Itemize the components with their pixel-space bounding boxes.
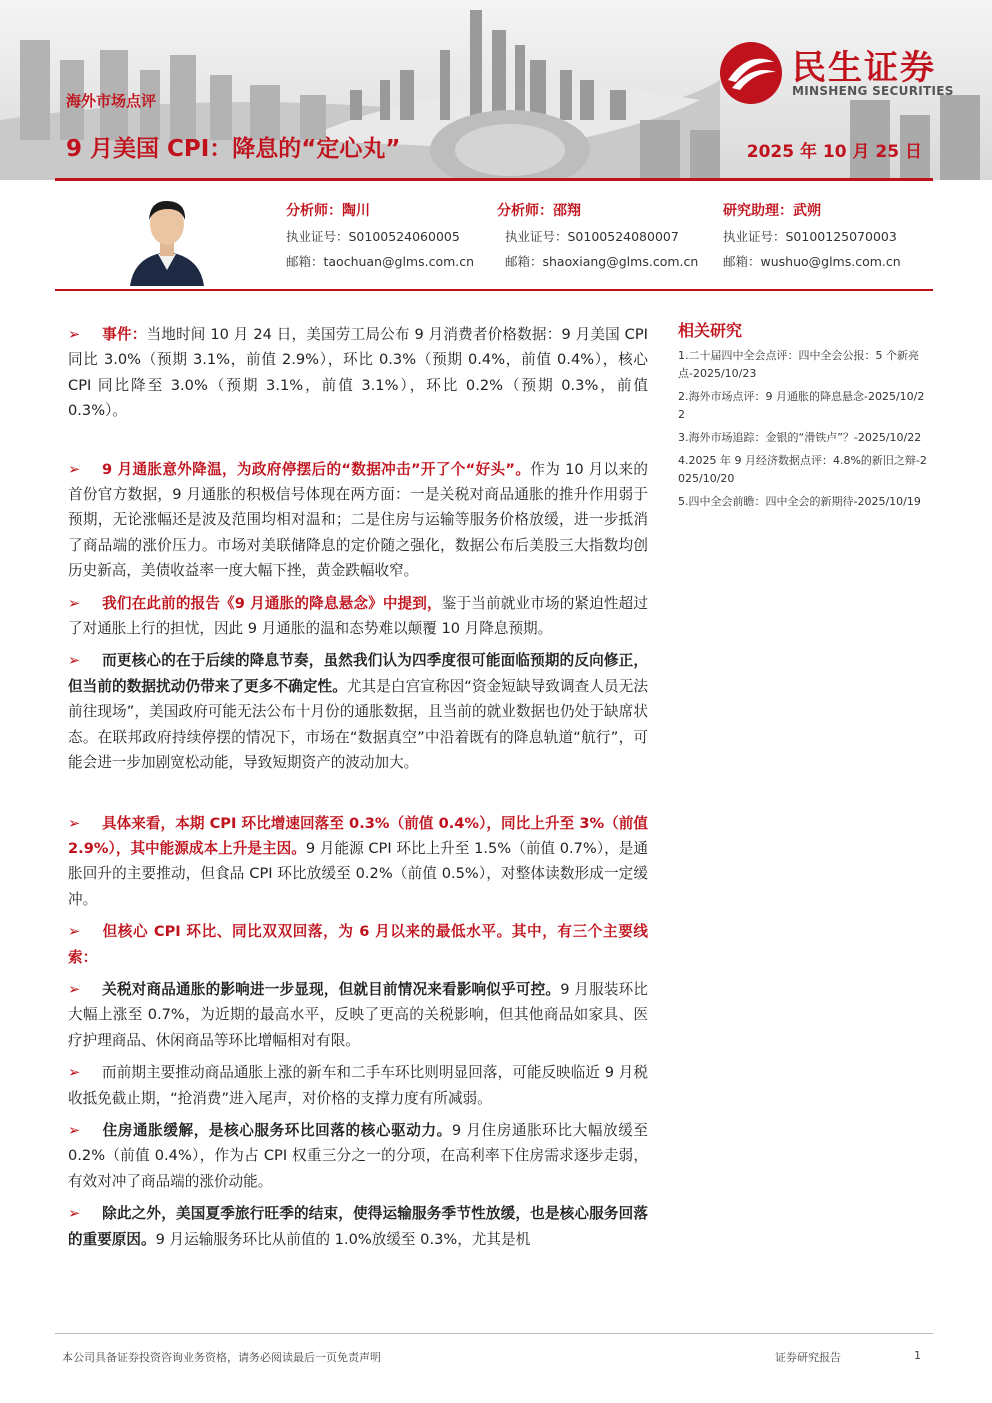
- related-research-link[interactable]: 2.海外市场点评：9 月通胀的降息悬念-2025/10/22: [678, 390, 925, 421]
- main-content: [68, 322, 648, 1259]
- minsheng-logo-icon: [718, 40, 784, 106]
- logo-text-en: MINSHENG SECURITIES: [792, 84, 954, 98]
- analyst-license: 执业证号：S0100524060005: [286, 229, 460, 244]
- paragraph-lead: 除此之外，美国夏季旅行旺季的结束，使得运输服务季节性放缓，也是核心服务回落的重要原因。: [68, 1205, 648, 1248]
- bullet-arrow-icon: ➢: [68, 594, 81, 612]
- header-banner: [0, 0, 992, 180]
- bullet-arrow-icon: ➢: [68, 1121, 81, 1139]
- paragraph-text: 作为 10 月以来的首份官方数据，9 月通胀的积极信号体现在两方面：一是关税对商品通胀的推升作用弱于预期，无论涨幅还是波及范围均相对温和；二是住房与运输等服务价格放缓，进一步抵消了商品端的涨价压力。市场对美联储降息的定价随之强化，数据公布后美股三大指数均创历史新高，美债收益率一度大幅下挫，黄金跌幅收窄。: [68, 460, 648, 580]
- analyst-email[interactable]: 邮箱：wushuo@glms.com.cn: [723, 254, 901, 269]
- bullet-arrow-icon: ➢: [68, 326, 81, 343]
- analyst-block-1: [286, 200, 474, 274]
- bullet-arrow-icon: ➢: [68, 460, 81, 478]
- bullet-arrow-icon: ➢: [68, 814, 81, 832]
- paragraph-text: 9 月能源 CPI 环比上升至 1.5%（前值 0.7%），是通胀回升的主要推动，但食品 CPI 环比放缓至 0.2%（前值 0.5%），对整体读数形成一定缓冲。: [68, 839, 648, 908]
- analyst-license: 执业证号：S0100524080007: [505, 229, 679, 244]
- related-research-sidebar: [678, 318, 928, 516]
- paragraph-lead: 而更核心的在于后续的降息节奏，虽然我们认为四季度很可能面临预期的反向修正，但当前的数据扰动仍带来了更多不确定性。: [68, 652, 648, 695]
- paragraph-text: 尤其是白宫宣称因“资金短缺导致调查人员无法前往现场”，美国政府可能无法公布十月份的通胀数据，且当前的就业数据也仍处于缺席状态。在联邦政府持续停摆的情况下，市场在“数据真空”中沿着既有的降息轨道“航行”，可能会进一步加剧宽松动能，导致短期资产的波动加大。: [68, 677, 648, 772]
- related-research-link[interactable]: 1.二十届四中全会点评：四中全会公报：5 个新亮点-2025/10/23: [678, 349, 919, 380]
- body-paragraph: [68, 591, 648, 642]
- section-divider: [55, 289, 933, 291]
- paragraph-text: 9 月服装环比大幅上涨至 0.7%，为近期的最高水平，反映了更高的关税影响，但其他商品如家具、医疗护理商品、休闲商品等环比增幅相对有限。: [68, 980, 648, 1049]
- bullet-arrow-icon: ➢: [68, 1064, 81, 1082]
- related-research-link[interactable]: 4.2025 年 9 月经济数据点评：4.8%的新旧之辩-2025/10/20: [678, 454, 927, 485]
- paragraph-text: 9 月运输服务环比从前值的 1.0%放缓至 0.3%，尤其是机: [155, 1230, 531, 1248]
- analyst-email[interactable]: 邮箱：shaoxiang@glms.com.cn: [505, 254, 699, 269]
- minsheng-logo: [718, 40, 968, 110]
- paragraph-lead: 具体来看，本期 CPI 环比增速回落至 0.3%（前值 0.4%），同比上升至 3%（前值 2.9%），其中能源成本上升是主因。: [68, 814, 648, 857]
- analyst-photo: [126, 190, 208, 286]
- footer-doc-type: 证券研究报告: [775, 1351, 841, 1364]
- footer-divider: [55, 1333, 933, 1334]
- page-number: 1: [914, 1349, 921, 1362]
- body-paragraph: [68, 457, 648, 584]
- related-research-link[interactable]: 3.海外市场追踪：金银的“滑铁卢”？-2025/10/22: [678, 431, 922, 444]
- sidebar-title: 相关研究: [678, 321, 743, 340]
- bullet-arrow-icon: ➢: [68, 652, 81, 670]
- body-paragraph: [68, 1201, 648, 1252]
- body-paragraph: [68, 322, 648, 424]
- bullet-arrow-icon: ➢: [68, 923, 81, 941]
- analyst-license: 执业证号：S0100125070003: [723, 229, 897, 244]
- body-paragraph: [68, 648, 648, 775]
- paragraph-text: 而前期主要推动商品通胀上涨的新车和二手车环比则明显回落，可能反映临近 9 月税收抵免截止期，“抢消费”进入尾声，对价格的支撑力度有所减弱。: [68, 1064, 648, 1107]
- body-paragraph: [68, 977, 648, 1053]
- header-divider: [55, 178, 933, 181]
- paragraph-lead: 我们在此前的报告《9 月通胀的降息悬念》中提到，: [102, 594, 442, 612]
- paragraph-lead: 事件：: [102, 326, 147, 343]
- analyst-name: 分析师：陶川: [286, 203, 370, 219]
- analyst-email[interactable]: 邮箱：taochuan@glms.com.cn: [286, 254, 475, 269]
- report-type: 海外市场点评: [66, 92, 157, 110]
- body-paragraph: [68, 1118, 648, 1194]
- analyst-name: 研究助理：武朔: [723, 203, 821, 219]
- body-paragraph: [68, 1060, 648, 1111]
- paragraph-lead: 9 月通胀意外降温，为政府停摆后的“数据冲击”开了个“好头”。: [102, 460, 531, 478]
- bullet-arrow-icon: ➢: [68, 1205, 81, 1223]
- paragraph-lead: 住房通胀缓解，是核心服务环比回落的核心驱动力。: [102, 1121, 452, 1139]
- paragraph-text: 9 月住房通胀环比大幅放缓至 0.2%（前值 0.4%），作为占 CPI 权重三分之一的分项，在高利率下住房需求逐步走弱，有效对冲了商品端的涨价动能。: [68, 1121, 648, 1190]
- paragraph-text: 鉴于当前就业市场的紧迫性超过了对通胀上行的担忧，因此 9 月通胀的温和态势难以颠覆 10 月降息预期。: [68, 594, 648, 638]
- paragraph-lead: 关税对商品通胀的影响进一步显现，但就目前情况来看影响似乎可控。: [102, 980, 561, 998]
- analyst-block-2: [497, 200, 699, 274]
- bullet-arrow-icon: ➢: [68, 980, 81, 998]
- analyst-block-3: [723, 200, 901, 274]
- logo-text-cn: 民生证券: [792, 48, 936, 88]
- report-date: 2025 年 10 月 25 日: [746, 142, 922, 162]
- related-research-link[interactable]: 5.四中全会前瞻：四中全会的新期待-2025/10/19: [678, 495, 921, 508]
- analyst-name: 分析师：邵翔: [497, 203, 581, 219]
- paragraph-lead: 但核心 CPI 环比、同比双双回落，为 6 月以来的最低水平。其中，有三个主要线索：: [68, 923, 648, 966]
- body-paragraph: [68, 919, 648, 970]
- body-paragraph: [68, 811, 648, 913]
- footer-disclaimer: 本公司具备证券投资咨询业务资格，请务必阅读最后一页免责声明: [62, 1351, 381, 1364]
- paragraph-text: 当地时间 10 月 24 日，美国劳工局公布 9 月消费者价格数据：9 月美国 CPI 同比 3.0%（预期 3.1%，前值 2.9%），环比 0.3%（预期 0.4%，前值 0.4%），核心 CPI 同比降至 3.0%（预期 3.1%，前值 3.1%），环比 0.2%（预期 0.3%，前值 0.3%）。: [68, 326, 648, 420]
- report-title: 9 月美国 CPI：降息的“定心丸”: [66, 136, 401, 162]
